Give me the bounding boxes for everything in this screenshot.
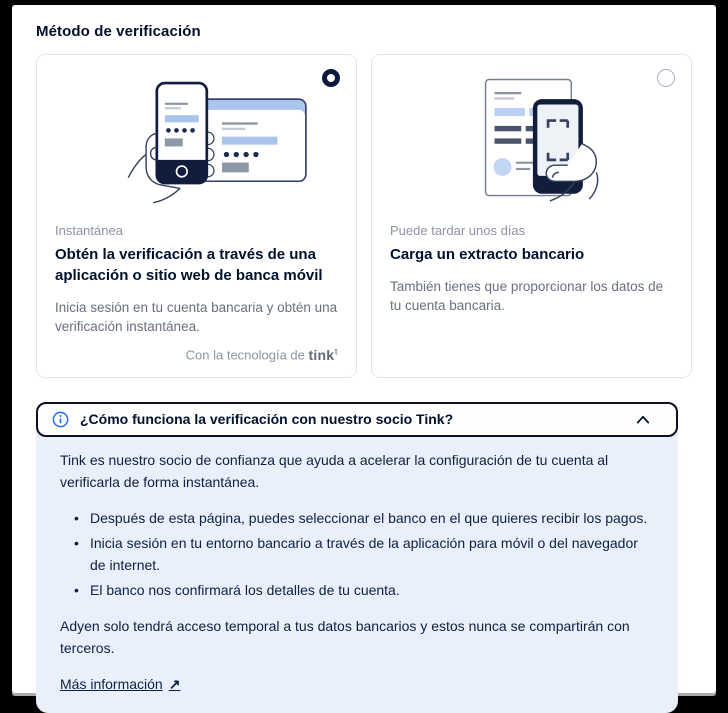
verification-method-options bbox=[36, 54, 692, 378]
panel-bullet-list bbox=[60, 507, 654, 601]
bullet-item: • El banco nos confirmará los detalles de tu cuenta. bbox=[90, 579, 654, 601]
panel-outro: Adyen solo tendrá acceso temporal a tus datos bancarios y estos nunca se compartirán con terceros. bbox=[60, 615, 654, 659]
tink-logo: tink$^\tau$ bbox=[309, 347, 338, 363]
panel-intro: Tink es nuestro socio de confianza que ayuda a acelerar la configuración de tu cuenta al verificarla de forma instantánea. bbox=[60, 449, 654, 493]
verification-dialog bbox=[12, 5, 716, 693]
card-statement-eyebrow: Puede tardar unos días bbox=[390, 223, 673, 238]
radio-bank-statement[interactable] bbox=[657, 69, 675, 87]
external-link-icon: ↗ bbox=[169, 673, 181, 695]
chevron-up-icon[interactable] bbox=[636, 415, 650, 424]
more-info-link[interactable]: Más información ↗ bbox=[60, 673, 180, 695]
tink-info-accordion bbox=[36, 402, 678, 713]
bullet-item: • Inicia sesión en tu entorno bancario a través de la aplicación para móvil o del navegador de internet. bbox=[90, 532, 654, 576]
card-bank-statement[interactable] bbox=[371, 54, 692, 378]
info-icon bbox=[52, 411, 69, 428]
phone-and-browser-login-illustration bbox=[55, 69, 338, 215]
card-instant-verification[interactable] bbox=[36, 54, 357, 378]
accordion-panel bbox=[36, 427, 678, 713]
radio-instant-verification[interactable] bbox=[322, 69, 340, 87]
accordion-header[interactable] bbox=[36, 402, 678, 437]
card-statement-description: También tienes que proporcionar los datos de tu cuenta bancaria. bbox=[390, 277, 673, 315]
card-instant-description: Inicia sesión en tu cuenta bancaria y obtén una verificación instantánea. bbox=[55, 298, 338, 336]
powered-by-tink: Con la tecnología de tink$^\tau$ bbox=[55, 336, 338, 363]
card-instant-title: Obtén la verificación a través de una aplicación o sitio web de banca móvil bbox=[55, 244, 338, 286]
card-statement-title: Carga un extracto bancario bbox=[390, 244, 673, 265]
page-title: Método de verificación bbox=[36, 23, 692, 40]
document-scan-illustration bbox=[390, 69, 673, 215]
accordion-title: ¿Cómo funciona la verificación con nuestro socio Tink? bbox=[80, 411, 625, 427]
bullet-item: • Después de esta página, puedes seleccionar el banco en el que quieres recibir los pagos. bbox=[90, 507, 654, 529]
card-instant-eyebrow: Instantánea bbox=[55, 223, 338, 238]
